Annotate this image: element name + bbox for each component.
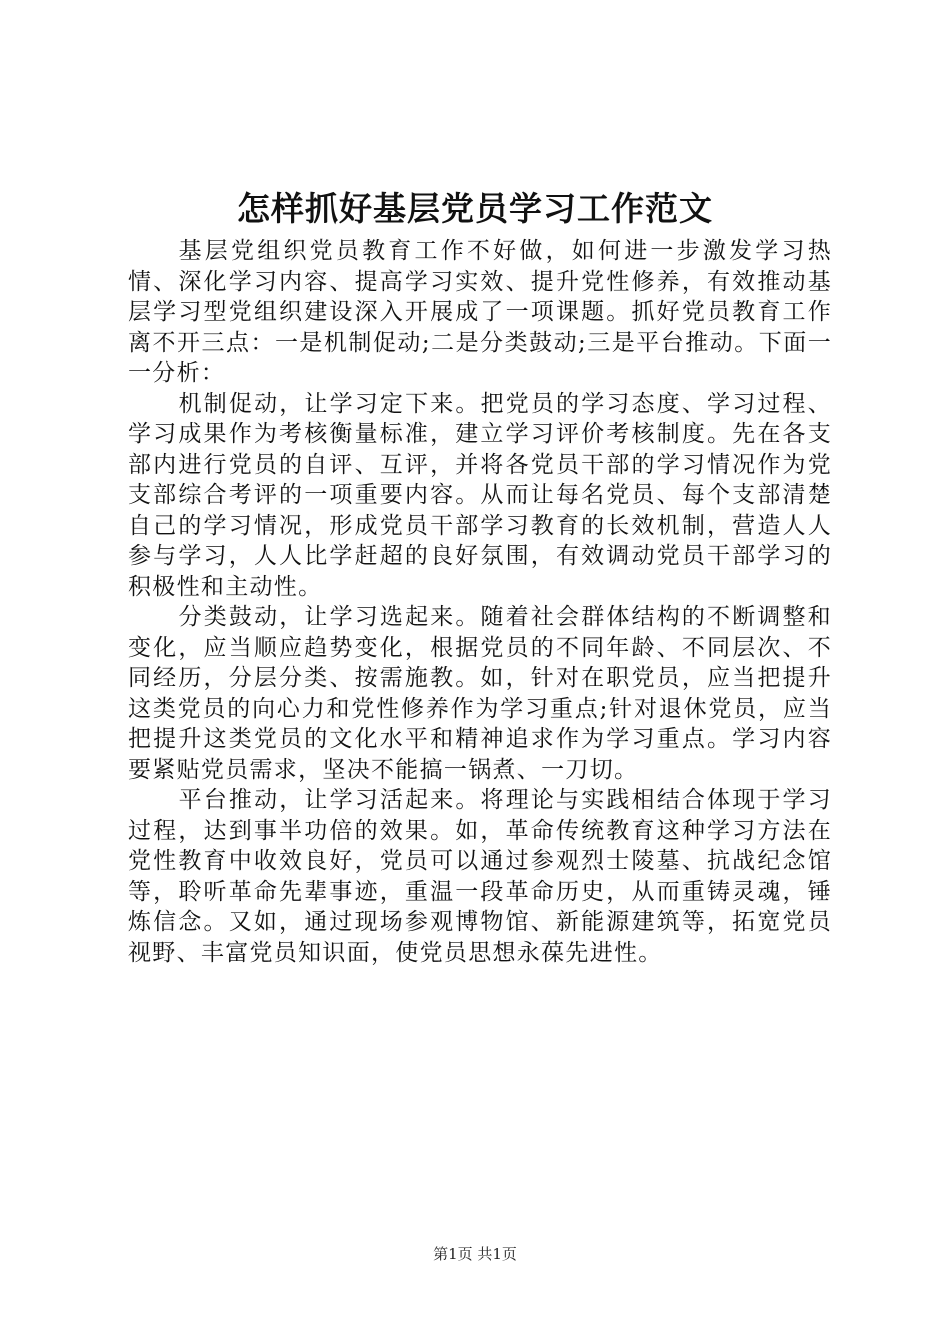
paragraph-classification: 分类鼓动，让学习选起来。随着社会群体结构的不断调整和变化，应当顺应趋势变化，根据党员的不同年龄、不同层次、不同经历，分层分类、按需施教。如，针对在职党员，应当把提升这类党员的向心力和党性修养作为学习重点;针对退休党员，应当把提升这类党员的文化水平和精神追求作为学习重点。学习内容要紧贴党员需求，坚决不能搞一锅煮、一刀切。 [128,604,832,783]
page-number-footer: 第1页 共1页 [433,1245,517,1263]
document-body [128,236,832,968]
paragraph-platform: 平台推动，让学习活起来。将理论与实践相结合体现于学习过程，达到事半功倍的效果。如，革命传统教育这种学习方法在党性教育中收效良好，党员可以通过参观烈士陵墓、抗战纪念馆等，聆听革命先辈事迹，重温一段革命历史，从而重铸灵魂，锤炼信念。又如，通过现场参观博物馆、新能源建筑等，拓宽党员视野、丰富党员知识面，使党员思想永葆先进性。 [128,787,832,966]
paragraph-intro: 基层党组织党员教育工作不好做，如何进一步激发学习热情、深化学习内容、提高学习实效、提升党性修养，有效推动基层学习型党组织建设深入开展成了一项课题。抓好党员教育工作离不开三点：一是机制促动;二是分类鼓动;三是平台推动。下面一一分析： [128,238,832,386]
document-title: 怎样抓好基层党员学习工作范文 [237,189,713,228]
paragraph-mechanism: 机制促动，让学习定下来。把党员的学习态度、学习过程、学习成果作为考核衡量标准，建立学习评价考核制度。先在各支部内进行党员的自评、互评，并将各党员干部的学习情况作为党支部综合考评的一项重要内容。从而让每名党员、每个支部清楚自己的学习情况，形成党员干部学习教育的长效机制，营造人人参与学习，人人比学赶超的良好氛围，有效调动党员干部学习的积极性和主动性。 [128,390,832,600]
